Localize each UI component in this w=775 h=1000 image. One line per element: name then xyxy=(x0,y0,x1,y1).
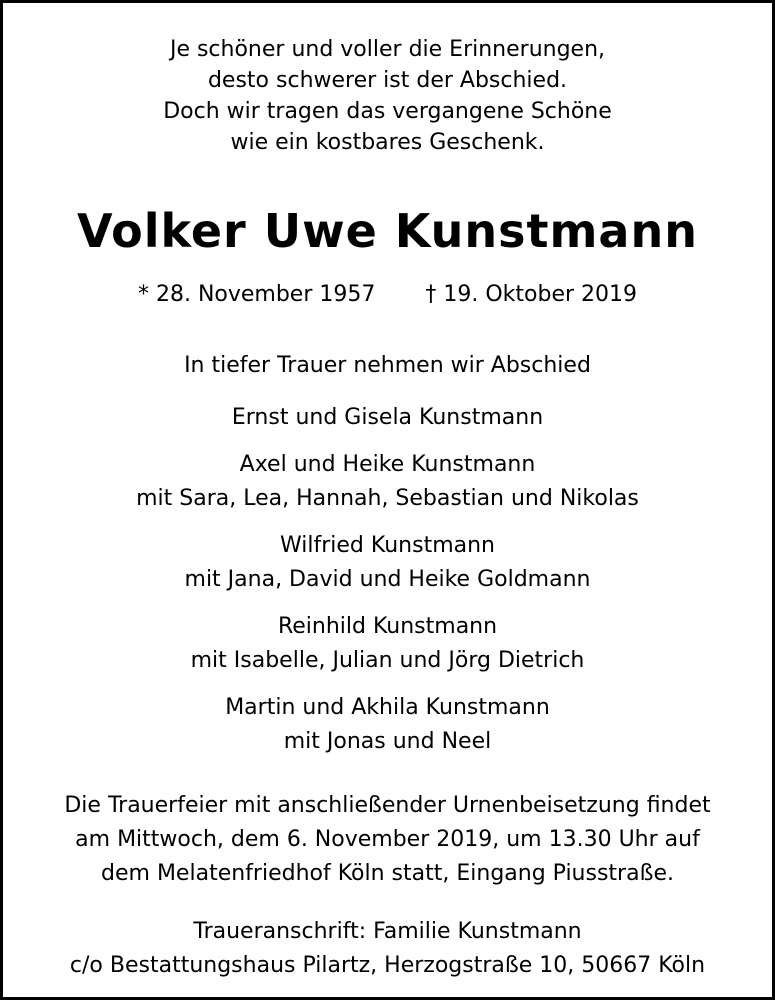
family-3-names: Wilfried Kunstmann xyxy=(280,533,495,558)
family-2-names: Axel und Heike Kunstmann xyxy=(239,452,536,477)
family-4-names: Reinhild Kunstmann xyxy=(277,614,498,639)
address-line-1: Traueranschrift: Familie Kunstmann xyxy=(193,919,582,944)
family-3-children: mit Jana, David und Heike Goldmann xyxy=(184,567,591,592)
family-2-children: mit Sara, Lea, Hannah, Sebastian und Nikolas xyxy=(136,486,639,511)
family-5-children: mit Jonas und Neel xyxy=(283,729,492,754)
poem-line-3: Doch wir tragen das vergangene Schöne xyxy=(163,99,612,124)
deceased-name: Volker Uwe Kunstmann xyxy=(77,204,698,258)
ceremony-line-1: Die Trauerfeier mit anschließender Urnenbeisetzung findet xyxy=(64,793,711,818)
ceremony-line-3: dem Melatenfriedhof Köln statt, Eingang Piusstraße. xyxy=(101,861,674,886)
poem-line-1: Je schöner und voller die Erinnerungen, xyxy=(169,37,606,62)
poem-line-4: wie ein kostbares Geschenk. xyxy=(230,130,545,155)
family-4-children: mit Isabelle, Julian und Jörg Dietrich xyxy=(190,648,585,673)
life-dates xyxy=(0,281,775,309)
family-1: Ernst und Gisela Kunstmann xyxy=(231,405,544,430)
family-5-names: Martin und Akhila Kunstmann xyxy=(225,695,550,720)
address-line-2: c/o Bestattungshaus Pilartz, Herzogstraße 10, 50667 Köln xyxy=(69,953,706,978)
mourning-intro: In tiefer Trauer nehmen wir Abschied xyxy=(184,353,591,378)
birth-date: * 28. November 1957 xyxy=(137,282,376,307)
poem-line-2: desto schwerer ist der Abschied. xyxy=(207,68,568,93)
death-date: † 19. Oktober 2019 xyxy=(425,282,638,307)
ceremony-line-2: am Mittwoch, dem 6. November 2019, um 13.30 Uhr auf xyxy=(75,827,700,852)
